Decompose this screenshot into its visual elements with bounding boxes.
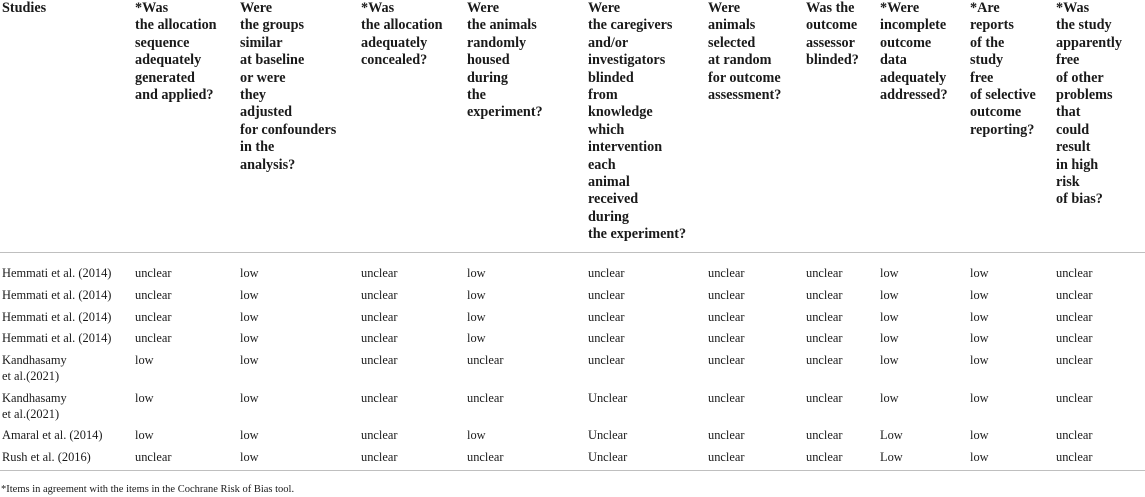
cell-incomplete-outcome-data: Low — [880, 428, 903, 443]
cell-random-housing: low — [467, 331, 486, 346]
cell-sequence-generation: unclear — [135, 331, 172, 346]
cell-other-bias: unclear — [1056, 287, 1093, 302]
cell-random-outcome-assessment: unclear — [708, 266, 745, 280]
cell-study-name: Hemmati et al. (2014) — [2, 287, 112, 302]
cell-sequence-generation: unclear — [135, 287, 172, 302]
cell-sequence-generation: low — [135, 353, 154, 368]
cell-random-outcome-assessment: unclear — [706, 447, 804, 470]
cell-assessor-blinding: unclear — [806, 331, 843, 346]
column-header-sequence-generation: *Was the allocation sequence adequately generated and applied? — [133, 0, 238, 253]
cell-selective-reporting: low — [970, 353, 989, 368]
cell-selective-reporting: low — [970, 266, 989, 280]
cell-allocation-concealment: unclear — [361, 266, 398, 280]
cell-baseline: low — [240, 390, 259, 405]
table-footnote: *Items in agreement with the items in the Cochrane Risk of Bias tool. — [1, 484, 295, 495]
column-header-random-housing: Were the animals randomly housed during the experiment? — [465, 0, 586, 253]
cell-random-housing: unclear — [467, 353, 504, 368]
table-body — [0, 253, 1145, 471]
table-row — [0, 285, 1145, 307]
column-header-allocation-concealment: *Was the allocation adequately concealed? — [359, 0, 465, 253]
cell-assessor-blinding: unclear — [806, 266, 843, 280]
cell-caregiver-blinding: unclear — [588, 266, 625, 280]
cell-assessor-blinding: unclear — [804, 447, 878, 470]
cell-allocation-concealment: unclear — [361, 390, 398, 405]
cell-study-name: Rush et al. (2016) — [0, 447, 133, 470]
cell-random-outcome-assessment: unclear — [708, 287, 745, 302]
cell-baseline: low — [240, 331, 259, 346]
cell-baseline: low — [240, 287, 259, 302]
cell-selective-reporting: low — [970, 428, 989, 443]
cell-incomplete-outcome-data: low — [880, 287, 899, 302]
cell-random-outcome-assessment: unclear — [708, 353, 745, 368]
cell-selective-reporting: low — [970, 287, 989, 302]
cell-random-housing: low — [467, 428, 486, 443]
cell-caregiver-blinding: Unclear — [586, 447, 706, 470]
table-row — [0, 253, 1145, 285]
cell-sequence-generation: unclear — [133, 447, 238, 470]
column-header-studies: Studies — [0, 0, 133, 253]
column-header-selective-reporting: *Are reports of the study free of selective outcome reporting? — [968, 0, 1054, 253]
cell-allocation-concealment: unclear — [361, 353, 398, 368]
table-row — [0, 328, 1145, 350]
cell-incomplete-outcome-data: low — [880, 331, 899, 346]
cell-other-bias: unclear — [1056, 428, 1093, 443]
cell-other-bias: unclear — [1054, 447, 1145, 470]
cell-random-housing: low — [467, 287, 486, 302]
cell-study-name: Kandhasamy et al.(2021) — [2, 390, 67, 421]
cell-caregiver-blinding: unclear — [588, 287, 625, 302]
column-header-incomplete-outcome-data: *Were incomplete outcome data adequately addressed? — [878, 0, 968, 253]
table-row — [0, 425, 1145, 447]
cell-sequence-generation: unclear — [135, 266, 172, 280]
cell-study-name: Hemmati et al. (2014) — [2, 309, 112, 324]
cell-caregiver-blinding: unclear — [588, 331, 625, 346]
cell-incomplete-outcome-data: low — [880, 390, 899, 405]
cell-random-outcome-assessment: unclear — [708, 428, 745, 443]
column-header-baseline-characteristics: Were the groups similar at baseline or were they adjusted for confounders in the analysis? — [238, 0, 359, 253]
table-row — [0, 388, 1145, 426]
cell-caregiver-blinding: Unclear — [588, 428, 628, 443]
cell-other-bias: unclear — [1056, 309, 1093, 324]
table-row — [0, 447, 1145, 470]
column-header-other-bias: *Was the study apparently free of other problems that could result in high risk of bias? — [1054, 0, 1145, 253]
column-header-assessor-blinding: Was the outcome assessor blinded? — [804, 0, 878, 253]
cell-random-housing: low — [467, 266, 486, 280]
cell-baseline: low — [238, 447, 359, 470]
cell-random-housing: unclear — [465, 447, 586, 470]
cell-selective-reporting: low — [968, 447, 1054, 470]
cell-other-bias: unclear — [1056, 353, 1093, 368]
cell-random-housing: unclear — [467, 390, 504, 405]
cell-assessor-blinding: unclear — [806, 428, 843, 443]
cell-random-housing: low — [467, 309, 486, 324]
cell-assessor-blinding: unclear — [806, 287, 843, 302]
cell-selective-reporting: low — [970, 390, 989, 405]
cell-allocation-concealment: unclear — [361, 287, 398, 302]
cell-study-name: Amaral et al. (2014) — [2, 428, 103, 443]
cell-baseline: low — [240, 309, 259, 324]
cell-caregiver-blinding: unclear — [588, 309, 625, 324]
cell-random-outcome-assessment: unclear — [708, 390, 745, 405]
cell-sequence-generation: unclear — [135, 309, 172, 324]
cell-sequence-generation: low — [135, 428, 154, 443]
cell-study-name: Hemmati et al. (2014) — [2, 266, 112, 280]
cell-allocation-concealment: unclear — [361, 309, 398, 324]
cell-baseline: low — [240, 428, 259, 443]
cell-baseline: low — [240, 353, 259, 368]
cell-random-outcome-assessment: unclear — [708, 309, 745, 324]
cell-incomplete-outcome-data: low — [880, 266, 899, 280]
cell-other-bias: unclear — [1056, 331, 1093, 346]
cell-assessor-blinding: unclear — [806, 390, 843, 405]
column-header-random-outcome-assessment: Were animals selected at random for outcome assessment? — [706, 0, 804, 253]
cell-study-name: Kandhasamy et al.(2021) — [2, 353, 67, 383]
cell-other-bias: unclear — [1056, 390, 1093, 405]
cell-baseline: low — [240, 266, 259, 280]
table-row — [0, 307, 1145, 329]
cell-study-name: Hemmati et al. (2014) — [2, 331, 112, 346]
cell-random-outcome-assessment: unclear — [708, 331, 745, 346]
cell-selective-reporting: low — [970, 331, 989, 346]
cell-incomplete-outcome-data: low — [880, 309, 899, 324]
column-header-caregiver-blinding: Were the caregivers and/or investigators blinded from knowledge which intervention each animal received during the experiment? — [586, 0, 706, 253]
cell-allocation-concealment: unclear — [359, 447, 465, 470]
cell-incomplete-outcome-data: Low — [878, 447, 968, 470]
cell-allocation-concealment: unclear — [361, 428, 398, 443]
cell-assessor-blinding: unclear — [806, 309, 843, 324]
cell-incomplete-outcome-data: low — [880, 353, 899, 368]
cell-selective-reporting: low — [970, 309, 989, 324]
cell-other-bias: unclear — [1056, 266, 1093, 280]
cell-sequence-generation: low — [135, 390, 154, 405]
cell-caregiver-blinding: Unclear — [588, 390, 628, 405]
cell-allocation-concealment: unclear — [361, 331, 398, 346]
table-row — [0, 350, 1145, 388]
cell-assessor-blinding: unclear — [806, 353, 843, 368]
cell-caregiver-blinding: unclear — [588, 353, 625, 368]
